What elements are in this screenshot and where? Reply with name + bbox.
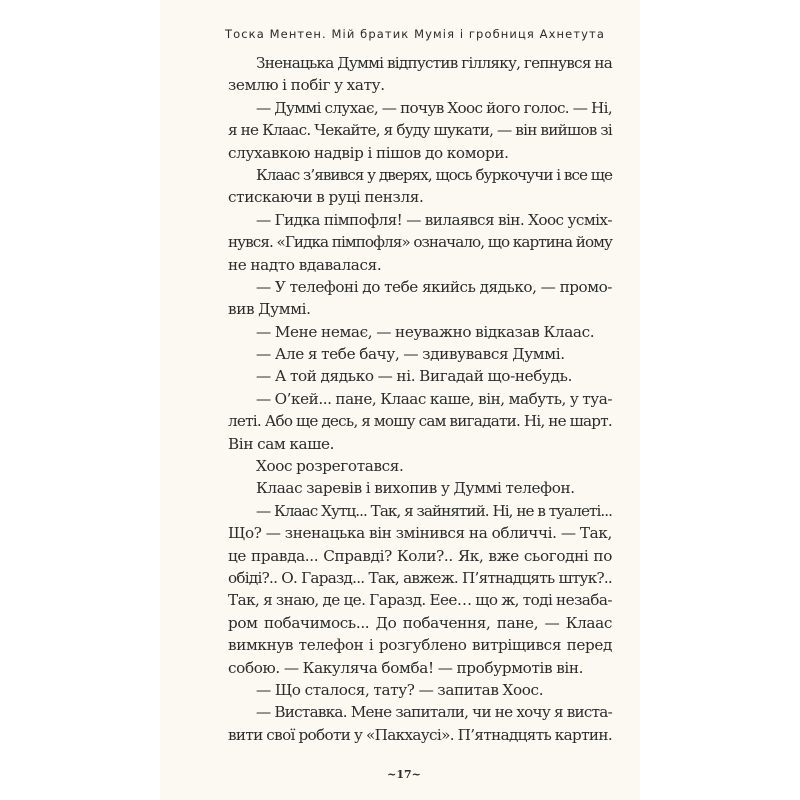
text-line: я не Клаас. Чекайте, я буду шукати, — він вийшов зі <box>228 121 612 140</box>
text-line: вив Думмі. <box>228 300 311 319</box>
text-line: — О’кей... пане, Клаас каше, він, мабуть, у туа- <box>256 389 612 408</box>
text-line: вимкнув телефон і розгублено витріщився перед <box>228 636 612 655</box>
text-line: нувся. «Гидка пімпофля» означало, що картина йому <box>228 233 612 252</box>
text-line: ром побачимось... До побачення, пане, — Клаас <box>228 613 612 632</box>
text-line: — Що сталося, тату? — запитав Хоос. <box>256 680 544 699</box>
text-line: землю і побіг у хату. <box>228 76 385 95</box>
text-line: Клаас заревів і вихопив у Думмі телефон. <box>256 479 575 498</box>
text-line: слухавкою надвір і пішов до комори. <box>228 143 509 162</box>
text-line: — Клаас Хутц... Так, я зайнятий. Ні, не в туалеті... <box>256 501 612 520</box>
book-page <box>160 0 640 800</box>
text-line: Що? — зненацька він змінився на обличчі. — Так, <box>228 524 612 543</box>
page-number: ~17~ <box>387 768 421 781</box>
text-line: — А той дядько — ні. Вигадай що-небудь. <box>256 367 573 386</box>
text-line: стискаючи в руці пензля. <box>228 188 424 207</box>
running-head: Тоска Ментен. Мій братик Мумія і гробниця Ахнетута <box>224 27 605 41</box>
text-line: собою. — Какуляча бомба! — пробурмотів він. <box>228 658 584 677</box>
body-text <box>228 52 612 746</box>
text-line: Він сам каше. <box>228 434 335 453</box>
text-line: — Виставка. Мене запитали, чи не хочу я виста- <box>256 703 612 722</box>
text-line: — Але я тебе бачу, — здивувався Думмі. <box>256 345 565 364</box>
text-line: Хоос розреготався. <box>256 457 404 476</box>
text-line: — Думмі слухає, — почув Хоос його голос. — Ні, <box>256 98 612 117</box>
text-line: обіді?.. О. Гаразд... Так, авжеж. П’ятнадцять штук?.. <box>228 568 612 587</box>
text-line: Клаас з’явився у дверях, щось буркочучи і все ще <box>256 165 612 184</box>
text-line: — Мене немає, — неуважно відказав Клаас. <box>256 322 595 341</box>
text-line: вити свої роботи у «Пакхаусі». П’ятнадцять картин. <box>228 725 612 744</box>
text-line: — У телефоні до тебе якийсь дядько, — промо- <box>256 277 612 296</box>
text-line: — Гидка пімпофля! — вилаявся він. Хоос усміх- <box>256 210 612 229</box>
text-line: Так, я знаю, де це. Гаразд. Еее… що ж, тоді незаба- <box>228 591 612 610</box>
text-line: це правда... Справді? Коли?.. Як, вже сьогодні по <box>228 546 612 565</box>
text-line: леті. Або ще десь, я мошу сам вигадати. Ні, не шарт. <box>228 412 612 431</box>
text-line: Зненацька Думмі відпустив гілляку, гепнувся на <box>256 54 612 72</box>
text-line: не надто вдавалася. <box>228 255 382 274</box>
